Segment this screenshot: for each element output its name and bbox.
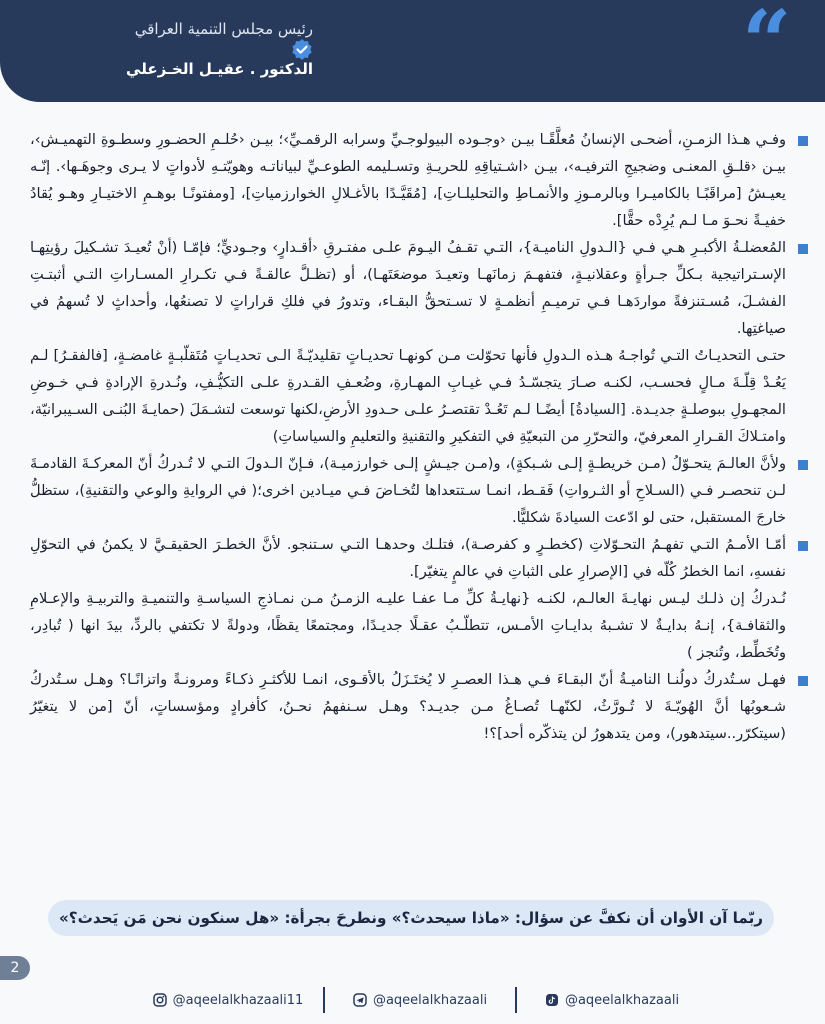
tiktok-icon (545, 993, 559, 1007)
social-links-bar (140, 987, 700, 1013)
social-link-telegram[interactable] (332, 993, 508, 1008)
page-number: 2 (0, 956, 30, 980)
paragraph: المُعضلـةُ الأكبـرِ هـي فـي {الـدولِ الناميـة}، التـي تقـفُ اليـومَ علـى مفتـرقِ ‹أقـدارٍ› وجـوديٍّ؛ فإمّـا (أنْ تُعيـدَ تشـكيلَ رؤيتِهـا الإسـتراتيجية بـكلِّ جـرأةٍ وعقلانيـةٍ، فتفهـمَ زمانَهـا وتعيـدَ موضعَتَهـا)، أو (تظـلَّ عالقـةً فـي تكـرارِ المسـاراتِ التـي أثبتـتِ الفشـلَ، مُسـتنزفةً مواردَهـا فـي ترميـمِ أنظمـةٍ لا تسـتحقُّ البقـاء، وتدورُ في فلكِ قراراتٍ لا تصنعُها، وأحداثٍ لا تُسهمُ في صياغتِها. (30, 234, 808, 342)
highlight-callout: ربّما آن الأوان أن نكفَّ عن سؤال: «ماذا سيحدث؟» ونطرحَ بجرأة: «هل سنكون نحن مَن يَحدث؟» (48, 900, 774, 936)
paragraph: حتـى التحديـاتُ التـي تُواجـهُ هـذه الـدولِ فأنها تحوّلت مـن كونهـا تحديـاتٍ تقليديّـةً الـى تحديـاتٍ مُتَقلّبـةٍ غامضـةٍ، [فالفقـرُ] لـم يَعُـدْ قِلّـةَ مـالٍ فحسـب، لكنـه صـارَ يتجسّـدُ فـي غيـابِ المهـارةِ، وضُعـفِ القـدرةِ علـى التكيُّـفِ، ونُـدرةِ الإرادةِ فـي خـوضِ المجهـولِ ببوصلـةٍ جديـدة. [السيادةُ] أيضًـا لـم تَعُـدْ تقتصـرُ علـى حـدودِ الأرضِ،لكنها توسعت لتشـمَلَ (حمايـةَ البُنـى السـيبرانيّة، وامتـلاكَ القـرارِ المعرفيّ، والتحرّرِ من التبعيّةِ في التفكيرِ والتقنيةِ والتعليمِ والسياساتِ) (30, 347, 786, 445)
divider (515, 987, 517, 1013)
quote-icon: “ (742, 0, 792, 93)
telegram-icon (353, 993, 367, 1007)
social-link-tiktok[interactable] (524, 993, 700, 1008)
divider (323, 987, 325, 1013)
paragraph: ولأنَّ العالـمَ يتحـوّلُ (مـن خريطـةٍ إلـى شـبكةٍ)، و(مـن جيـشٍ إلـى خوارزميـة)، فـإنّ الـدولَ التـي لا تُـدركُ أنّ المعركـةَ القادمـةَ لـن تنحصـر فـي (السـلاحِ أو الثـرواتِ) فَقـط، انمـا سـتتعداها لتُخـاضَ فـي ميـادين اخرى؛( في الروايةِ والوعي والتقنيةِ)، ستظلُّ خارجَ المستقبل، حتى لو ادّعت السيادةَ شكليًّا. (30, 450, 808, 531)
instagram-icon (153, 993, 167, 1007)
social-handle: @aqeelalkhazaali (564, 992, 680, 1008)
author-title: رئيس مجلس التنمية العراقي (134, 20, 313, 38)
header-banner (0, 0, 825, 102)
article-body (30, 126, 808, 747)
social-handle: @aqeelalkhazaali (372, 992, 488, 1008)
paragraph: أمّـا الأمـمُ التـي تفهـمُ التحـوّلاتِ (كخطـرٍ و كفرصـة)، فتلـك وحدهـا التـي سـتنجو. لأنَّ الخطـرَ الحقيقـيَّ لا يكمنُ في التحوّلِ نفسهِ، انما الخطرُ كُلّه في [الإصرارِ على الثباتِ في عالمٍ يتغيّر]. (30, 531, 808, 585)
social-handle: @aqeelalkhazaali11 (172, 992, 304, 1008)
author-name: الدكتور . عقيـل الخـزعلي (126, 60, 313, 78)
paragraph: وفـي هـذا الزمـنِ، أضحـى الإنسانُ مُعلَّقًـا بيـن ‹وجـوده البيولوجـيِّ وسرابه الرقمـيِّ›؛ بيـن ‹حُلـمِ الحضـورِ وسطـوةِ التهميـش›، بيـن ‹قلـقِ المعنـى وضجيجِ الترفيـه›، بيـن ‹اشـتياقِهِ للحريـةِ وتسـليمه الطوعـيِّ لبياناتـه وهويّتـهِ لأدواتٍ لا يـرى وجوهَـها›. إنّـه يعيـشُ [مراقَبًـا بالكاميـرا وبالرمـوزِ والأنمـاطِ والتحليلـاتِ]، [مُقَيَّـدًا بالأغـلالِ الخوارزمياتِ]، [ومفتونًـا بوهـمِ الاختيـارِ وهـو يُقادُ خفيـةً نحـوَ مـا لـم يُرِدْه حقًّا]. (30, 126, 808, 234)
social-link-instagram[interactable] (140, 993, 316, 1008)
verified-badge-icon (290, 38, 314, 62)
paragraph: فهـل سـتُدركُ دولُنـا الناميـةُ أنّ البقـاءَ فـي هـذا العصـرِ لا يُختَـزَلُ بالأقـوى، انمـا للأكثـرِ ذكـاءً ومرونـةً واتزانًـا؟ وهـل سـتُدركُ شـعوبُها أنَّ الهُويّـةَ لا تُـورَّثُ، لكنّهـا تُصـاغُ مـن جديـد؟ وهـل سـنفهمُ نحـنُ، كأفرادٍ ومؤسساتٍ، أنّ [من لا يتغيّرُ (سيتكرّر..سيتدهور)، ومن يتدهورُ لن يتذكّره أحد]؟! (30, 666, 808, 747)
paragraph: نُـدركُ إن ذلـك ليـس نهايـةَ العالـم، لكنـه {نهايـةُ كلِّ مـا عفـا عليـه الزمـنُ مـن نمـاذجِ السياسـةِ والتنميـةِ والتربيـةِ والإعـلامِ والثقافـة}، إنـهُ بدايـةٌ لا تشـبهُ بدايـاتِ الأمـس، تتطلّـبُ عقـلًا جديـدًا، ومجتمعًا يقظًا، ودولةً لا تكتفي بالردِّ، بيدَ انها ( تُبادِر، وتُخَطِّط، وتُنجز ) (30, 590, 786, 661)
